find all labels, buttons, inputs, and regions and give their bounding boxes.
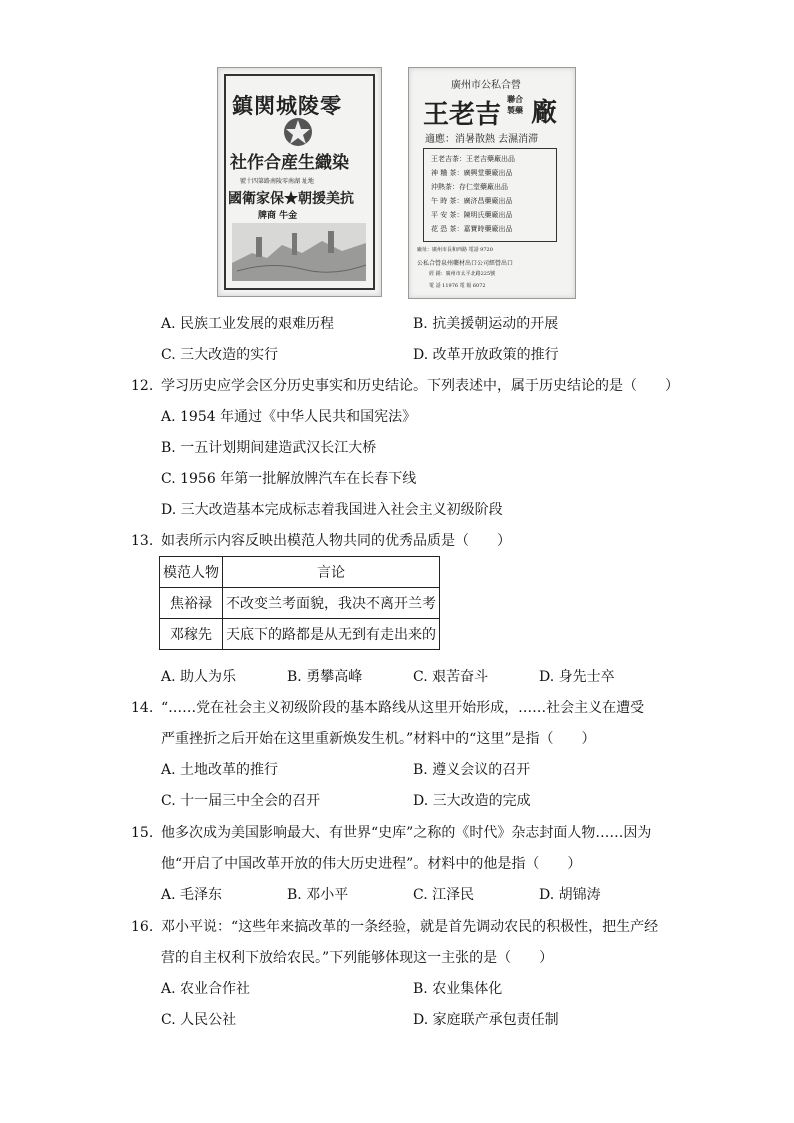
q12-option-b: B. 一五计划期间建造武汉长江大桥: [161, 440, 377, 456]
q16-option-a: A. 农业合作社: [161, 981, 251, 997]
q14-option-c: C. 十一届三中全会的召开: [161, 793, 321, 809]
factory-illustration: [232, 223, 366, 281]
ad-left-subtitle: 社作合産生織染: [230, 153, 349, 173]
ad-left-slogan: 國衛家保★朝援美抗: [228, 191, 354, 207]
q15-option-a: A. 毛泽东: [161, 887, 223, 903]
q16-option-d: D. 家庭联产承包责任制: [413, 1012, 559, 1028]
table-cell: 邓稼先: [160, 619, 223, 650]
q12-option-a: A. 1954 年通过《中华人民共和国宪法》: [161, 409, 417, 425]
ad-left-title: 鎮関城陵零: [232, 93, 342, 118]
q15-option-c: C. 江泽民: [413, 887, 475, 903]
star-emblem-icon: [282, 116, 314, 148]
q16-number: 16.: [131, 919, 154, 935]
q13-option-a: A. 助人为乐: [161, 669, 237, 685]
q12-stem: [131, 375, 679, 395]
q14-text: “……党在社会主义初级阶段的基本路线从这里开始形成，……社会主义在遭受: [161, 700, 645, 716]
q11-option-c: C. 三大改造的实行: [161, 347, 279, 363]
ad-left-brand: 牌商 牛金: [258, 211, 298, 221]
ad-right-product: 王老吉茶：王老吉藥廠出品: [431, 155, 515, 163]
ad-right-header: 廣州市公私合營: [451, 80, 521, 91]
q15-option-b: B. 邓小平: [287, 887, 349, 903]
q15-stem-line1: [131, 822, 651, 842]
q11-option-d: D. 改革开放政策的推行: [413, 347, 559, 363]
table-cell: 不改变兰考面貌，我决不离开兰考: [223, 588, 440, 619]
q15-option-d: D. 胡锦涛: [539, 887, 601, 903]
ad-right-product: 花 恐 茶：嘉寶時藥廠出品: [431, 225, 513, 233]
q15-stem-line2: 他“开启了中国改革开放的伟大历史进程”。材料中的他是指（ ）: [161, 856, 582, 872]
q15-number: 15.: [131, 825, 154, 841]
table-row: [160, 588, 440, 619]
q14-stem-line2: 严重挫折之后开始在这里重新焕发生机。”材料中的“这里”是指（ ）: [161, 731, 596, 747]
q12-option-d: D. 三大改造基本完成标志着我国进入社会主义初级阶段: [161, 502, 503, 518]
ad-left-address: 號十四第路南陵零南湖 址地: [240, 178, 314, 185]
table-row: [160, 619, 440, 650]
q12-number: 12.: [131, 378, 154, 394]
ad-right-product: 平 安 茶：陳明氏藥廠出品: [431, 211, 513, 219]
q15-text: 他多次成为美国影响最大、有世界“史库”之称的《时代》杂志封面人物……因为: [161, 825, 652, 841]
q13-option-c: C. 艰苦奋斗: [413, 669, 489, 685]
q16-option-c: C. 人民公社: [161, 1012, 237, 1028]
q11-option-a: A. 民族工业发展的艰难历程: [161, 316, 335, 332]
table-header-cell: 模范人物: [160, 557, 223, 588]
ad-right-footer: 公私合營泉州藥材出口公司經營出口: [417, 260, 514, 267]
q16-text: 邓小平说：“这些年来搞改革的一条经验，就是首先调动农民的积极性，把生产经: [161, 919, 659, 935]
q14-number: 14.: [131, 700, 154, 716]
q11-option-b: B. 抗美援朝运动的开展: [413, 316, 559, 332]
ad-right-product: 午 時 茶：廣济昌藥廠出品: [431, 197, 513, 205]
q16-stem-line1: [131, 916, 658, 936]
ad-right-product: 神 粬 茶：廣興堂藥廠出品: [431, 169, 513, 177]
table-cell: 天底下的路都是从无到有走出来的: [223, 619, 440, 650]
ad-image-left: [217, 67, 382, 297]
q16-stem-line2: 营的自主权利下放给农民。”下列能够体现这一主张的是（ ）: [161, 950, 554, 966]
table-header-row: [160, 557, 440, 588]
table-cell: 焦裕禄: [160, 588, 223, 619]
ad-right-brand-small: 聯合製藥: [507, 94, 523, 115]
q16-option-b: B. 农业集体化: [413, 981, 503, 997]
ad-right-brand: 王老吉: [423, 100, 502, 130]
ad-right-footer: 經 銷：廣州市太平北路225號: [429, 271, 496, 277]
q12-text: 学习历史应学会区分历史事实和历史结论。下列表述中，属于历史结论的是（ ）: [161, 378, 679, 394]
q14-option-b: B. 遵义会议的召开: [413, 762, 531, 778]
q14-option-d: D. 三大改造的完成: [413, 793, 531, 809]
q13-stem: [131, 530, 511, 550]
ad-image-right: [408, 67, 576, 299]
q13-text: 如表所示内容反映出模范人物共同的优秀品质是（ ）: [161, 533, 511, 549]
q13-option-d: D. 身先士卒: [539, 669, 615, 685]
ad-right-efficacy: 適應：消暑散熱 去濕消滞: [425, 134, 539, 145]
q14-stem-line1: [131, 697, 644, 717]
q14-option-a: A. 土地改革的推行: [161, 762, 279, 778]
q13-number: 13.: [131, 533, 154, 549]
ad-right-factory: 廠: [531, 98, 558, 128]
ad-right-product: 沖熱茶：存仁堂藥廠出品: [431, 183, 508, 191]
model-figures-table: [159, 556, 440, 650]
q12-option-c: C. 1956 年第一批解放牌汽车在长春下线: [161, 471, 417, 487]
ad-right-footer: 廠址：廣州市長和西路 電話 9720: [417, 247, 493, 253]
ad-right-footer: 電 話 11976 電 報 6072: [429, 283, 486, 289]
table-header-cell: 言论: [223, 557, 440, 588]
q13-option-b: B. 勇攀高峰: [287, 669, 363, 685]
